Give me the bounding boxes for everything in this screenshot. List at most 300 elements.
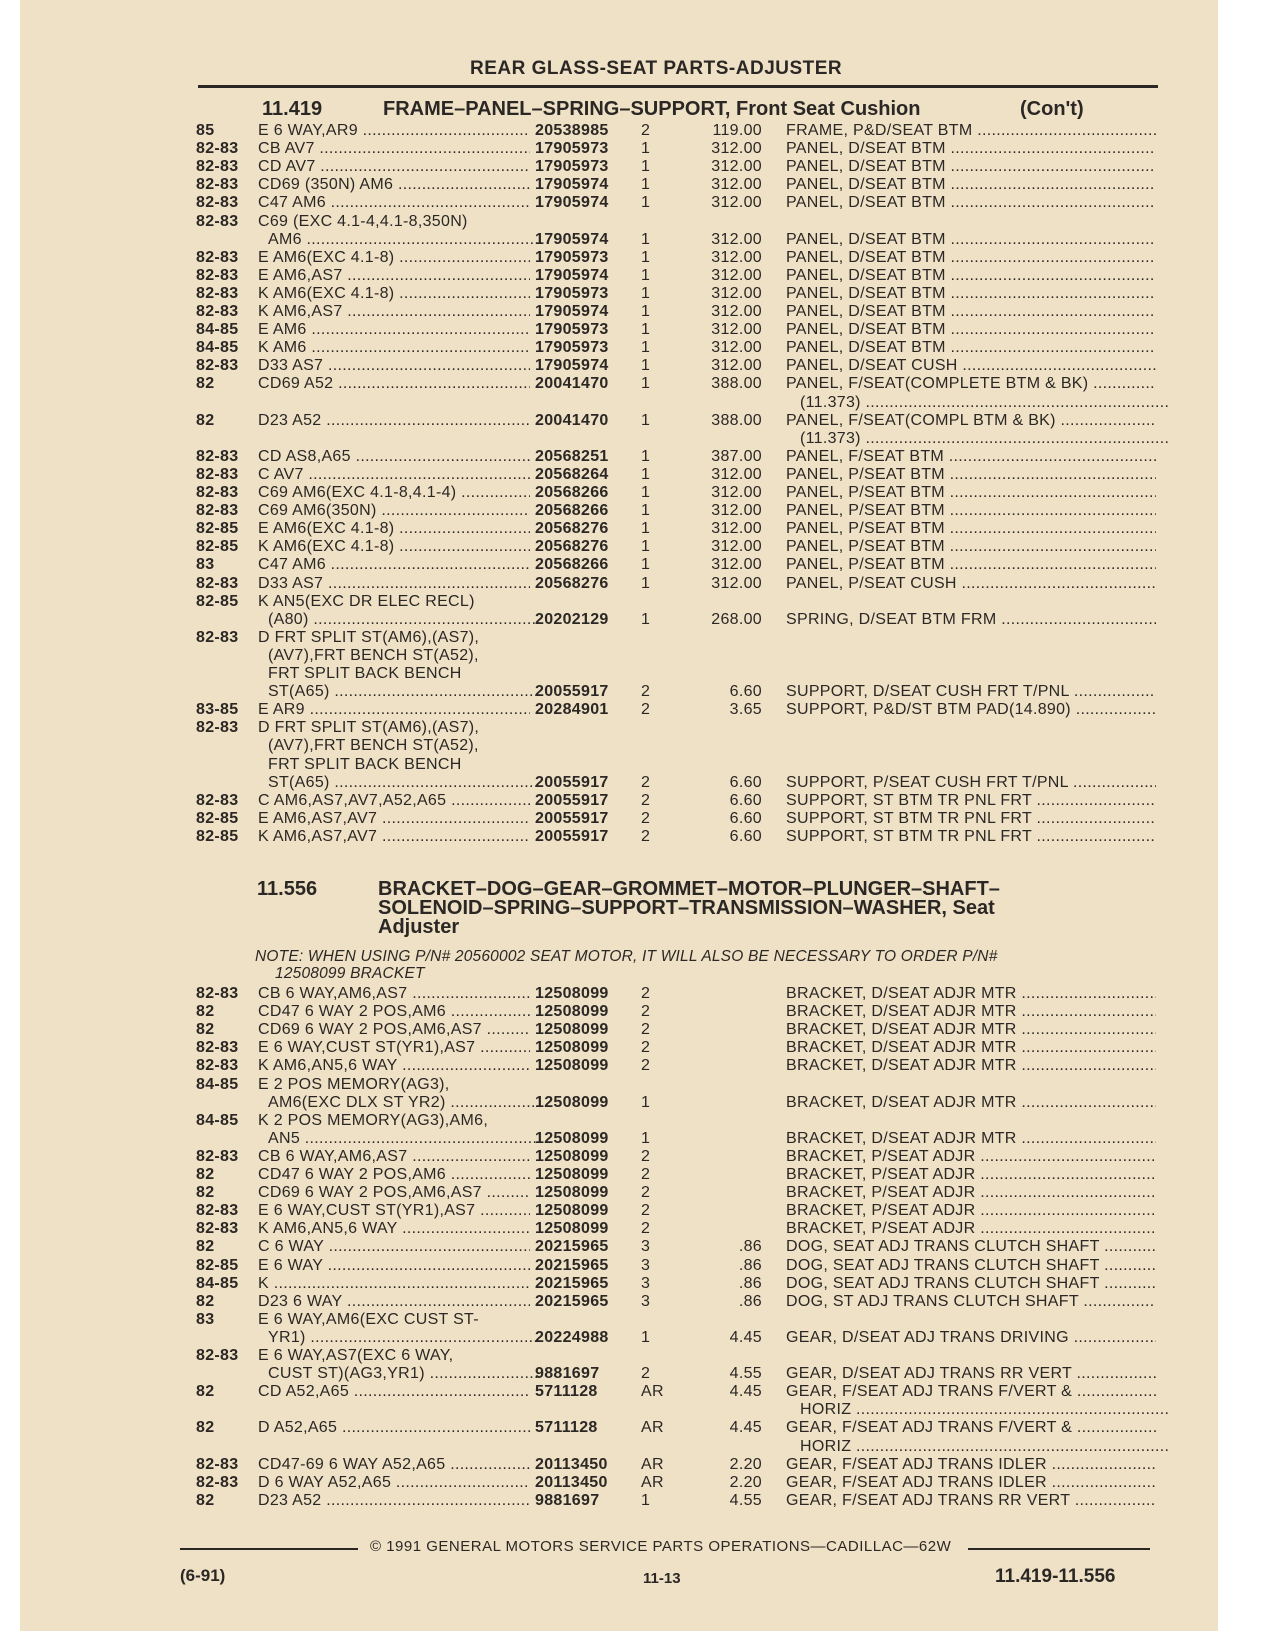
description-cell: BRACKET, P/SEAT ADJR ..... bbox=[786, 1148, 1156, 1166]
description-cell: PANEL, F/SEAT(COMPL BTM & BK) ..... bbox=[786, 412, 1156, 430]
quantity-cell: AR bbox=[641, 1455, 664, 1473]
application-cell: AM6(EXC DLX ST YR2) ..... bbox=[268, 1094, 540, 1112]
part-number-cell: 20538985 bbox=[535, 122, 609, 139]
page-header-title: REAR GLASS-SEAT PARTS-ADJUSTER bbox=[470, 58, 843, 79]
application-cell: K 2 POS MEMORY(AG3),AM6, bbox=[258, 1111, 489, 1129]
description-cell: BRACKET, D/SEAT ADJR MTR ..... bbox=[786, 1130, 1156, 1148]
quantity-cell: 1 bbox=[641, 321, 651, 339]
description-cell: (11.373) ..... bbox=[800, 430, 1170, 448]
quantity-cell: 2 bbox=[641, 1021, 651, 1039]
application-cell: CD69 A52 ..... bbox=[258, 375, 530, 393]
table-row bbox=[0, 756, 1275, 775]
part-number-cell: 20284901 bbox=[535, 701, 609, 719]
description-cell: PANEL, D/SEAT BTM ..... bbox=[786, 140, 1156, 158]
part-number-cell: 20568276 bbox=[535, 538, 609, 556]
section-note bbox=[255, 948, 1135, 982]
application-cell: K AM6,AS7 ..... bbox=[258, 303, 530, 321]
price-cell: 3.65 bbox=[729, 701, 762, 719]
application-cell: ST(A65) ..... bbox=[268, 774, 540, 792]
year-cell: 82-83 bbox=[196, 1202, 239, 1220]
application-cell: C47 AM6 ..... bbox=[258, 556, 530, 574]
description-cell: PANEL, P/SEAT BTM ..... bbox=[786, 556, 1156, 574]
price-cell: 4.45 bbox=[729, 1383, 762, 1401]
price-cell: 312.00 bbox=[711, 538, 762, 556]
application-cell: FRT SPLIT BACK BENCH bbox=[268, 755, 462, 773]
part-number-cell: 20055917 bbox=[535, 809, 609, 827]
application-cell: CUST ST)(AG3,YR1) ..... bbox=[268, 1365, 540, 1383]
part-number-cell: 20055917 bbox=[535, 827, 609, 845]
application-cell: K ..... bbox=[258, 1275, 530, 1293]
table-row bbox=[0, 1275, 1275, 1294]
year-cell: 82 bbox=[196, 1491, 215, 1509]
description-cell: PANEL, P/SEAT CUSH ..... bbox=[786, 575, 1156, 593]
year-cell: 85 bbox=[196, 122, 215, 139]
price-cell: 312.00 bbox=[711, 158, 762, 176]
year-cell: 82-85 bbox=[196, 538, 239, 556]
table-row bbox=[0, 158, 1275, 177]
application-cell: YR1) ..... bbox=[268, 1329, 540, 1347]
year-cell: 82 bbox=[196, 1003, 215, 1021]
year-cell: 82-83 bbox=[196, 985, 239, 1002]
section-number: 11.419 bbox=[262, 98, 323, 120]
application-cell: CD47-69 6 WAY A52,A65 ..... bbox=[258, 1456, 530, 1474]
price-cell: 4.55 bbox=[729, 1365, 762, 1383]
part-number-cell: 17905974 bbox=[535, 357, 609, 375]
description-cell: HORIZ ..... bbox=[800, 1401, 1170, 1419]
price-cell: 6.60 bbox=[729, 809, 762, 827]
part-number-cell: 17905974 bbox=[535, 266, 609, 284]
header-rule bbox=[198, 85, 1158, 88]
quantity-cell: 2 bbox=[641, 683, 651, 701]
quantity-cell: 2 bbox=[641, 1184, 651, 1202]
quantity-cell: 3 bbox=[641, 1274, 651, 1292]
table-row bbox=[0, 484, 1275, 503]
quantity-cell: 1 bbox=[641, 303, 651, 320]
table-row bbox=[0, 1238, 1275, 1257]
table-row bbox=[0, 1383, 1275, 1402]
year-cell: 84-85 bbox=[196, 321, 239, 339]
part-number-cell: 9881697 bbox=[535, 1365, 600, 1383]
table-row bbox=[0, 267, 1275, 286]
description-cell: SUPPORT, ST BTM TR PNL FRT ..... bbox=[786, 792, 1156, 810]
quantity-cell: 2 bbox=[641, 985, 651, 1002]
year-cell: 82-83 bbox=[196, 1147, 239, 1165]
year-cell: 82-83 bbox=[196, 719, 239, 737]
application-cell: K AM6(EXC 4.1-8) ..... bbox=[258, 538, 530, 556]
application-cell: D A52,A65 ..... bbox=[258, 1419, 530, 1437]
application-cell: E AM6,AS7,AV7 ..... bbox=[258, 810, 530, 828]
year-cell: 84-85 bbox=[196, 1274, 239, 1292]
description-cell: DOG, SEAT ADJ TRANS CLUTCH SHAFT ..... bbox=[786, 1257, 1156, 1275]
year-cell: 82-83 bbox=[196, 176, 239, 194]
price-cell: 388.00 bbox=[711, 375, 762, 393]
quantity-cell: 1 bbox=[641, 447, 651, 465]
description-cell: GEAR, D/SEAT ADJ TRANS RR VERT ..... bbox=[786, 1365, 1156, 1383]
table-row bbox=[0, 466, 1275, 485]
part-number-cell: 20568266 bbox=[535, 502, 609, 520]
table-row bbox=[0, 629, 1275, 648]
part-number-cell: 12508099 bbox=[535, 1003, 609, 1021]
table-row bbox=[0, 1202, 1275, 1221]
price-cell: .86 bbox=[738, 1274, 762, 1292]
price-cell: 312.00 bbox=[711, 574, 762, 592]
table-row bbox=[0, 1039, 1275, 1058]
application-cell: C47 AM6 ..... bbox=[258, 194, 530, 212]
section-number: 11.556 bbox=[257, 878, 318, 900]
year-cell: 82-83 bbox=[196, 284, 239, 302]
year-cell: 82-83 bbox=[196, 1347, 239, 1364]
application-cell: E 6 WAY,AR9 ..... bbox=[258, 122, 530, 140]
price-cell: .86 bbox=[738, 1238, 762, 1256]
footer-rule-right bbox=[968, 1548, 1150, 1550]
description-cell: PANEL, D/SEAT BTM ..... bbox=[786, 267, 1156, 285]
description-cell: PANEL, D/SEAT BTM ..... bbox=[786, 249, 1156, 267]
section-subtitle: Front Seat Cushion bbox=[736, 98, 921, 120]
application-cell: CD69 6 WAY 2 POS,AM6,AS7 ..... bbox=[258, 1021, 530, 1039]
table-row bbox=[0, 249, 1275, 268]
footer-page-number: 11-13 bbox=[643, 1570, 681, 1587]
table-row bbox=[0, 1329, 1275, 1348]
part-number-cell: 17905973 bbox=[535, 158, 609, 176]
quantity-cell: 1 bbox=[641, 556, 651, 574]
quantity-cell: AR bbox=[641, 1419, 664, 1437]
part-number-cell: 20055917 bbox=[535, 773, 609, 791]
part-number-cell: 20055917 bbox=[535, 683, 609, 701]
year-cell: 82-83 bbox=[196, 140, 239, 158]
quantity-cell: 2 bbox=[641, 1003, 651, 1021]
description-cell: SUPPORT, D/SEAT CUSH FRT T/PNL ..... bbox=[786, 683, 1156, 701]
application-cell: K AM6,AS7,AV7 ..... bbox=[258, 828, 530, 846]
footer-rule-left bbox=[180, 1548, 358, 1550]
part-number-cell: 20568276 bbox=[535, 520, 609, 538]
description-cell: DOG, SEAT ADJ TRANS CLUTCH SHAFT ..... bbox=[786, 1275, 1156, 1293]
application-cell: FRT SPLIT BACK BENCH bbox=[268, 665, 462, 682]
table-row bbox=[0, 213, 1275, 232]
part-number-cell: 20113450 bbox=[535, 1455, 608, 1473]
part-number-cell: 12508099 bbox=[535, 1147, 609, 1165]
price-cell: 312.00 bbox=[711, 230, 762, 248]
quantity-cell: 1 bbox=[641, 1129, 651, 1147]
part-number-cell: 17905974 bbox=[535, 176, 609, 194]
quantity-cell: 1 bbox=[641, 1491, 651, 1509]
quantity-cell: 1 bbox=[641, 1328, 651, 1346]
quantity-cell: 1 bbox=[641, 375, 651, 393]
year-cell: 82-83 bbox=[196, 248, 239, 266]
quantity-cell: 3 bbox=[641, 1292, 651, 1310]
quantity-cell: 2 bbox=[641, 1147, 651, 1165]
table-row bbox=[0, 1293, 1275, 1312]
part-number-cell: 12508099 bbox=[535, 1057, 609, 1075]
application-cell: C AM6,AS7,AV7,A52,A65 ..... bbox=[258, 792, 530, 810]
description-cell: DOG, SEAT ADJ TRANS CLUTCH SHAFT ..... bbox=[786, 1238, 1156, 1256]
quantity-cell: 2 bbox=[641, 773, 651, 791]
application-cell: E 6 WAY,CUST ST(YR1),AS7 ..... bbox=[258, 1202, 530, 1220]
application-cell: CD69 6 WAY 2 POS,AM6,AS7 ..... bbox=[258, 1184, 530, 1202]
quantity-cell: 2 bbox=[641, 701, 651, 719]
part-number-cell: 20215965 bbox=[535, 1274, 609, 1292]
quantity-cell: 3 bbox=[641, 1256, 651, 1274]
description-cell: PANEL, D/SEAT BTM ..... bbox=[786, 339, 1156, 357]
table-row bbox=[0, 1184, 1275, 1203]
year-cell: 82-83 bbox=[196, 1473, 239, 1491]
description-cell: SUPPORT, ST BTM TR PNL FRT ..... bbox=[786, 828, 1156, 846]
price-cell: 387.00 bbox=[711, 447, 762, 465]
table-row bbox=[0, 1130, 1275, 1149]
year-cell: 82 bbox=[196, 1184, 215, 1202]
table-row bbox=[0, 502, 1275, 521]
application-cell: CD A52,A65 ..... bbox=[258, 1383, 530, 1401]
table-row bbox=[0, 140, 1275, 159]
application-cell: K AM6 ..... bbox=[258, 339, 530, 357]
year-cell: 82 bbox=[196, 1021, 215, 1039]
quantity-cell: 1 bbox=[641, 339, 651, 357]
table-row bbox=[0, 774, 1275, 793]
part-number-cell: 20215965 bbox=[535, 1256, 609, 1274]
year-cell: 82-83 bbox=[196, 212, 239, 230]
price-cell: 6.60 bbox=[729, 827, 762, 845]
price-cell: 312.00 bbox=[711, 248, 762, 266]
description-cell: BRACKET, D/SEAT ADJR MTR ..... bbox=[786, 1003, 1156, 1021]
description-cell: SUPPORT, P/SEAT CUSH FRT T/PNL ..... bbox=[786, 774, 1156, 792]
price-cell: 4.55 bbox=[729, 1491, 762, 1509]
table-row bbox=[0, 665, 1275, 684]
price-cell: 2.20 bbox=[729, 1473, 762, 1491]
application-cell: D23 6 WAY ..... bbox=[258, 1293, 530, 1311]
description-cell: (11.373) ..... bbox=[800, 394, 1170, 412]
year-cell: 82 bbox=[196, 411, 215, 429]
year-cell: 82-83 bbox=[196, 791, 239, 809]
description-cell: BRACKET, D/SEAT ADJR MTR ..... bbox=[786, 985, 1156, 1003]
part-number-cell: 9881697 bbox=[535, 1491, 600, 1509]
application-cell: K AM6,AN5,6 WAY ..... bbox=[258, 1057, 530, 1075]
year-cell: 84-85 bbox=[196, 1111, 239, 1129]
application-cell: E AM6(EXC 4.1-8) ..... bbox=[258, 249, 530, 267]
table-row bbox=[0, 303, 1275, 322]
table-row bbox=[0, 647, 1275, 666]
quantity-cell: 1 bbox=[641, 502, 651, 520]
price-cell: 312.00 bbox=[711, 484, 762, 501]
table-row bbox=[0, 701, 1275, 720]
application-cell: K AM6,AN5,6 WAY ..... bbox=[258, 1220, 530, 1238]
table-row bbox=[0, 321, 1275, 340]
table-row bbox=[0, 122, 1275, 141]
table-row bbox=[0, 520, 1275, 539]
quantity-cell: 1 bbox=[641, 266, 651, 284]
description-cell: SUPPORT, P&D/ST BTM PAD(14.890) ..... bbox=[786, 701, 1156, 719]
part-number-cell: 20202129 bbox=[535, 610, 609, 628]
application-cell: E AM6(EXC 4.1-8) ..... bbox=[258, 520, 530, 538]
quantity-cell: 2 bbox=[641, 1166, 651, 1183]
part-number-cell: 12508099 bbox=[535, 1220, 609, 1238]
description-cell: PANEL, D/SEAT BTM ..... bbox=[786, 321, 1156, 339]
quantity-cell: 1 bbox=[641, 538, 651, 556]
year-cell: 84-85 bbox=[196, 1075, 239, 1093]
description-cell: PANEL, D/SEAT BTM ..... bbox=[786, 285, 1156, 303]
year-cell: 82-83 bbox=[196, 465, 239, 483]
year-cell: 82-83 bbox=[196, 1057, 239, 1075]
table-row bbox=[0, 719, 1275, 738]
table-row bbox=[0, 1094, 1275, 1113]
part-number-cell: 20113450 bbox=[535, 1473, 608, 1491]
quantity-cell: 2 bbox=[641, 122, 651, 139]
application-cell: AM6 ..... bbox=[268, 231, 540, 249]
table-row bbox=[0, 985, 1275, 1004]
description-cell: GEAR, F/SEAT ADJ TRANS IDLER ..... bbox=[786, 1456, 1156, 1474]
quantity-cell: 2 bbox=[641, 809, 651, 827]
description-cell: GEAR, D/SEAT ADJ TRANS DRIVING ..... bbox=[786, 1329, 1156, 1347]
table-row bbox=[0, 412, 1275, 431]
footer-section-range: 11.419-11.556 bbox=[995, 1566, 1116, 1587]
quantity-cell: 1 bbox=[641, 194, 651, 212]
quantity-cell: 1 bbox=[641, 1093, 651, 1111]
table-row bbox=[0, 1166, 1275, 1185]
price-cell: 312.00 bbox=[711, 140, 762, 158]
year-cell: 82-83 bbox=[196, 628, 239, 646]
year-cell: 82 bbox=[196, 1166, 215, 1183]
quantity-cell: 1 bbox=[641, 411, 651, 429]
year-cell: 82-83 bbox=[196, 1455, 239, 1473]
quantity-cell: 2 bbox=[641, 1202, 651, 1220]
application-cell: AN5 ..... bbox=[268, 1130, 540, 1148]
description-cell: GEAR, F/SEAT ADJ TRANS F/VERT & ..... bbox=[786, 1383, 1156, 1401]
quantity-cell: AR bbox=[641, 1473, 664, 1491]
table-row bbox=[0, 1419, 1275, 1438]
price-cell: 6.60 bbox=[729, 773, 762, 791]
table-row bbox=[0, 1347, 1275, 1366]
table-row bbox=[0, 1021, 1275, 1040]
part-number-cell: 20568251 bbox=[535, 447, 609, 465]
price-cell: 119.00 bbox=[712, 122, 762, 139]
quantity-cell: 1 bbox=[641, 484, 651, 501]
description-cell: GEAR, F/SEAT ADJ TRANS F/VERT & ..... bbox=[786, 1419, 1156, 1437]
note-line: NOTE: WHEN USING P/N# 20560002 SEAT MOTOR, IT WILL ALSO BE NECESSARY TO ORDER P/N# bbox=[255, 948, 998, 965]
table-row bbox=[0, 1365, 1275, 1384]
part-number-cell: 5711128 bbox=[535, 1419, 598, 1437]
quantity-cell: 2 bbox=[641, 1365, 651, 1383]
description-cell: GEAR, F/SEAT ADJ TRANS RR VERT ..... bbox=[786, 1492, 1156, 1510]
price-cell: 388.00 bbox=[711, 411, 762, 429]
application-cell: E 2 POS MEMORY(AG3), bbox=[258, 1075, 450, 1093]
part-number-cell: 20568266 bbox=[535, 484, 609, 501]
price-cell: 6.60 bbox=[729, 791, 762, 809]
quantity-cell: 2 bbox=[641, 791, 651, 809]
quantity-cell: 1 bbox=[641, 284, 651, 302]
price-cell: 312.00 bbox=[711, 176, 762, 194]
description-cell: GEAR, F/SEAT ADJ TRANS IDLER ..... bbox=[786, 1474, 1156, 1492]
price-cell: 312.00 bbox=[711, 339, 762, 357]
application-cell: D FRT SPLIT ST(AM6),(AS7), bbox=[258, 719, 480, 737]
part-number-cell: 20041470 bbox=[535, 411, 609, 429]
quantity-cell: 1 bbox=[641, 465, 651, 483]
table-row bbox=[0, 538, 1275, 557]
table-row bbox=[0, 194, 1275, 213]
table-row bbox=[0, 339, 1275, 358]
application-cell: C69 AM6(350N) ..... bbox=[258, 502, 530, 520]
application-cell: (AV7),FRT BENCH ST(A52), bbox=[268, 646, 479, 664]
footer-date-code: (6-91) bbox=[180, 1566, 226, 1585]
part-number-cell: 12508099 bbox=[535, 1039, 609, 1057]
quantity-cell: 2 bbox=[641, 1220, 651, 1238]
part-number-cell: 17905973 bbox=[535, 284, 609, 302]
application-cell: (A80) ..... bbox=[268, 611, 540, 629]
table-row bbox=[0, 593, 1275, 612]
year-cell: 82-85 bbox=[196, 592, 239, 610]
part-number-cell: 17905974 bbox=[535, 303, 609, 320]
price-cell: 312.00 bbox=[711, 520, 762, 538]
description-cell: BRACKET, P/SEAT ADJR ..... bbox=[786, 1184, 1156, 1202]
table-row bbox=[0, 1456, 1275, 1475]
price-cell: 312.00 bbox=[711, 284, 762, 302]
part-number-cell: 20224988 bbox=[535, 1328, 609, 1346]
quantity-cell: 2 bbox=[641, 1039, 651, 1057]
table-row bbox=[0, 575, 1275, 594]
application-cell: D FRT SPLIT ST(AM6),(AS7), bbox=[258, 628, 480, 646]
description-cell: SPRING, D/SEAT BTM FRM ..... bbox=[786, 611, 1156, 629]
price-cell: 312.00 bbox=[711, 303, 762, 320]
table-row bbox=[0, 357, 1275, 376]
quantity-cell: 1 bbox=[641, 574, 651, 592]
part-number-cell: 17905973 bbox=[535, 339, 609, 357]
part-number-cell: 12508099 bbox=[535, 1202, 609, 1220]
table-row bbox=[0, 430, 1275, 449]
table-row bbox=[0, 1492, 1275, 1511]
year-cell: 82 bbox=[196, 1419, 215, 1437]
year-cell: 83 bbox=[196, 1310, 215, 1328]
quantity-cell: 2 bbox=[641, 827, 651, 845]
year-cell: 82-85 bbox=[196, 809, 239, 827]
part-number-cell: 5711128 bbox=[535, 1383, 598, 1401]
application-cell: CD AV7 ..... bbox=[258, 158, 530, 176]
year-cell: 83-85 bbox=[196, 701, 239, 719]
section-title: FRAME–PANEL–SPRING–SUPPORT, Front Seat Cushion bbox=[383, 98, 921, 120]
price-cell: 312.00 bbox=[711, 502, 762, 520]
year-cell: 82-83 bbox=[196, 303, 239, 320]
price-cell: 4.45 bbox=[729, 1328, 762, 1346]
part-number-cell: 17905974 bbox=[535, 194, 609, 212]
table-row bbox=[0, 1257, 1275, 1276]
application-cell: D33 AS7 ..... bbox=[258, 575, 530, 593]
table-row bbox=[0, 448, 1275, 467]
part-number-cell: 20215965 bbox=[535, 1292, 609, 1310]
description-cell: PANEL, D/SEAT BTM ..... bbox=[786, 231, 1156, 249]
description-cell: PANEL, P/SEAT BTM ..... bbox=[786, 538, 1156, 556]
application-cell: E AR9 ..... bbox=[258, 701, 530, 719]
quantity-cell: 1 bbox=[641, 520, 651, 538]
year-cell: 82 bbox=[196, 375, 215, 393]
price-cell: .86 bbox=[738, 1292, 762, 1310]
application-cell: K AM6(EXC 4.1-8) ..... bbox=[258, 285, 530, 303]
part-number-cell: 20055917 bbox=[535, 791, 609, 809]
price-cell: 312.00 bbox=[711, 194, 762, 212]
part-number-cell: 12508099 bbox=[535, 985, 609, 1002]
year-cell: 82-85 bbox=[196, 1256, 239, 1274]
price-cell: 312.00 bbox=[711, 465, 762, 483]
application-cell: CD47 6 WAY 2 POS,AM6 ..... bbox=[258, 1003, 530, 1021]
description-cell: HORIZ ..... bbox=[800, 1438, 1170, 1456]
quantity-cell: 1 bbox=[641, 357, 651, 375]
application-cell: K AN5(EXC DR ELEC RECL) bbox=[258, 592, 475, 610]
continued-label: (Con't) bbox=[1020, 98, 1084, 120]
application-cell: E 6 WAY,AM6(EXC CUST ST- bbox=[258, 1310, 479, 1328]
table-row bbox=[0, 1438, 1275, 1457]
part-number-cell: 20215965 bbox=[535, 1238, 609, 1256]
price-cell: .86 bbox=[738, 1256, 762, 1274]
table-row bbox=[0, 611, 1275, 630]
application-cell: CB AV7 ..... bbox=[258, 140, 530, 158]
part-number-cell: 12508099 bbox=[535, 1166, 609, 1183]
year-cell: 82-83 bbox=[196, 357, 239, 375]
application-cell: C 6 WAY ..... bbox=[258, 1238, 530, 1256]
